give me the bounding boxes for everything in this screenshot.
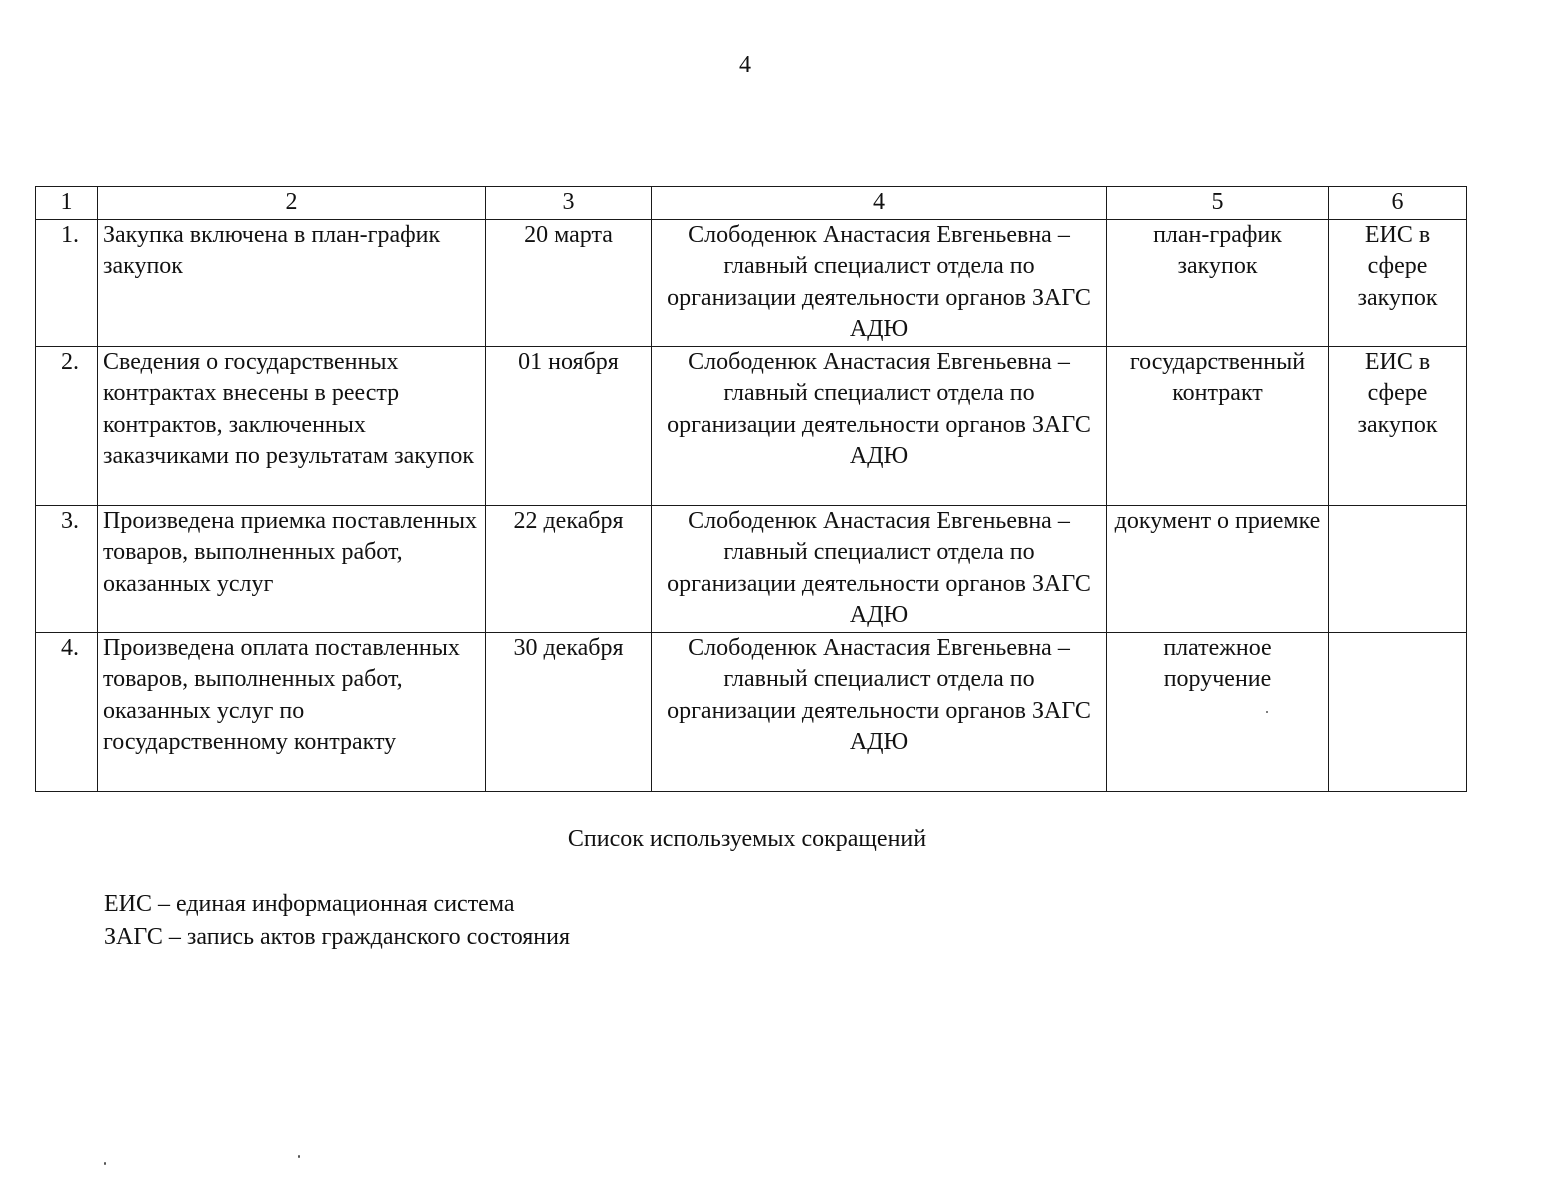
abbreviation-item: ЕИС – единая информационная система [104, 891, 515, 917]
information-system [1329, 632, 1467, 791]
event-description: Закупка включена в план-график закупок [98, 219, 486, 346]
event-date: 30 декабря [486, 632, 652, 791]
column-header: 4 [652, 187, 1107, 220]
event-date: 22 декабря [486, 505, 652, 632]
abbreviation-item: ЗАГС – запись актов гражданского состояния [104, 923, 571, 950]
column-header: 6 [1329, 187, 1467, 220]
column-header: 5 [1107, 187, 1329, 220]
row-number: 2. [36, 346, 98, 505]
event-description: Сведения о государственных контрактах внесены в реестр контрактов, заключенных заказчиками по результатам закупок [98, 346, 486, 505]
document-type: план-график закупок [1107, 219, 1329, 346]
page-number: 4 [739, 52, 751, 78]
table-row [36, 632, 1467, 791]
document-type: государственный контракт [1107, 346, 1329, 505]
information-system: ЕИС в сфере закупок [1329, 219, 1467, 346]
event-date: 01 ноября [486, 346, 652, 505]
table-header-row [36, 187, 1467, 220]
event-description: Произведена приемка поставленных товаров, выполненных работ, оказанных услуг [98, 505, 486, 632]
table-row [36, 346, 1467, 505]
column-header: 2 [98, 187, 486, 220]
row-number: 4. [36, 632, 98, 791]
scan-speck [298, 1155, 300, 1158]
responsible-person: Слободенюк Анастасия Евгеньевна – главный специалист отдела по организации деятельности органов ЗАГС АДЮ [652, 505, 1107, 632]
scan-speck [104, 1162, 106, 1165]
abbreviations-title: Список используемых сокращений [567, 826, 927, 852]
column-header: 1 [36, 187, 98, 220]
document-type: платежное поручение [1107, 632, 1329, 791]
responsible-person: Слободенюк Анастасия Евгеньевна – главный специалист отдела по организации деятельности органов ЗАГС АДЮ [652, 632, 1107, 791]
information-system [1329, 505, 1467, 632]
event-date: 20 марта [486, 219, 652, 346]
table-row [36, 505, 1467, 632]
information-system: ЕИС в сфере закупок [1329, 346, 1467, 505]
abbreviations-list [104, 888, 570, 953]
table-row [36, 219, 1467, 346]
scan-speck [1266, 711, 1268, 713]
column-header: 3 [486, 187, 652, 220]
event-description: Произведена оплата поставленных товаров, выполненных работ, оказанных услуг по государственному контракту [98, 632, 486, 791]
responsible-person: Слободенюк Анастасия Евгеньевна – главный специалист отдела по организации деятельности органов ЗАГС АДЮ [652, 219, 1107, 346]
responsible-person: Слободенюк Анастасия Евгеньевна – главный специалист отдела по организации деятельности органов ЗАГС АДЮ [652, 346, 1107, 505]
row-number: 1. [36, 219, 98, 346]
row-number: 3. [36, 505, 98, 632]
procurement-schedule-table [35, 186, 1467, 792]
document-type: документ о приемке [1107, 505, 1329, 632]
